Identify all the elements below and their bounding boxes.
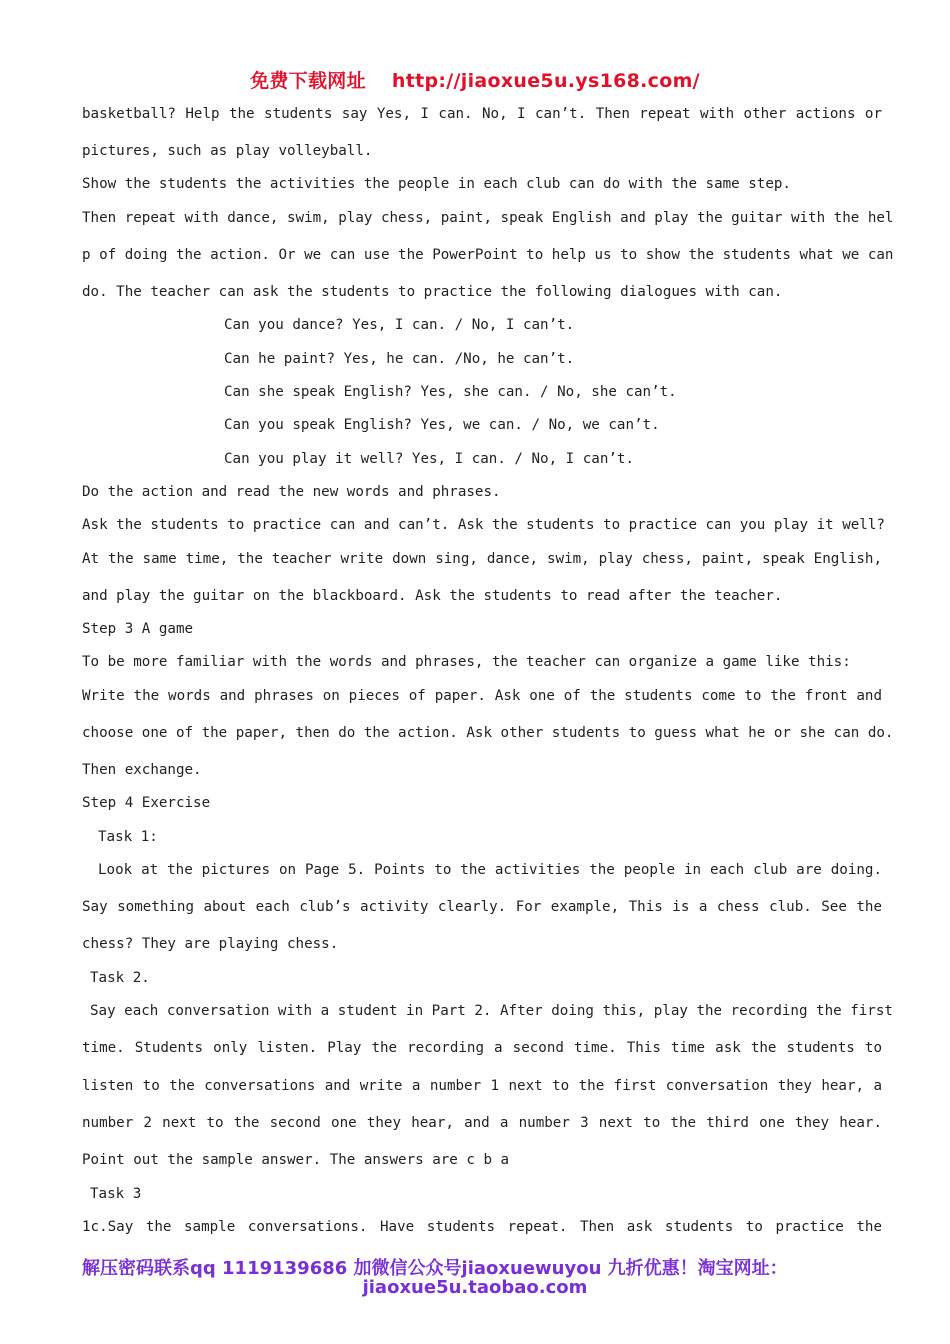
section-heading: Step 4 Exercise <box>82 795 211 811</box>
body-line: Ask the students to practice can and can’t. Ask the students to practice can you play it well? <box>82 517 885 533</box>
header-banner <box>0 66 950 93</box>
body-line: p of doing the action. Or we can use the PowerPoint to help us to show the students what we can <box>82 247 894 263</box>
dialogue-line: Can she speak English? Yes, she can. / No, she can’t. <box>224 384 677 400</box>
header-label: 免费下载网址 <box>250 70 366 92</box>
body-line: basketball? Help the students say Yes, I can. No, I can’t. Then repeat with other actions or <box>82 106 882 122</box>
task-heading: Task 1: <box>98 829 158 845</box>
body-line: chess? They are playing chess. <box>82 936 339 952</box>
dialogue-line: Can you dance? Yes, I can. / No, I can’t. <box>224 317 575 333</box>
body-line: do. The teacher can ask the students to practice the following dialogues with can. <box>82 284 783 300</box>
dialogue-line: Can you speak English? Yes, we can. / No, we can’t. <box>224 417 660 433</box>
body-line: choose one of the paper, then do the action. Ask other students to guess what he or she can do. <box>82 725 894 741</box>
dialogue-line: Can he paint? Yes, he can. /No, he can’t. <box>224 351 575 367</box>
body-line: Point out the sample answer. The answers are c b a <box>82 1152 510 1168</box>
body-line: pictures, such as play volleyball. <box>82 143 373 159</box>
dialogue-line: Can you play it well? Yes, I can. / No, I can’t. <box>224 451 634 467</box>
body-line: time. Students only listen. Play the recording a second time. This time ask the students to <box>82 1040 882 1056</box>
footer-contact: 解压密码联系qq 1119139686 加微信公众号jiaoxuewuyou 九折优惠！淘宝网址： <box>82 1258 788 1279</box>
header-url: http://jiaoxue5u.ys168.com/ <box>391 70 700 92</box>
body-line: listen to the conversations and write a number 1 next to the first conversation they hear, a <box>82 1078 882 1094</box>
body-line: number 2 next to the second one they hear, and a number 3 next to the third one they hear. <box>82 1115 882 1131</box>
body-line: Show the students the activities the people in each club can do with the same step. <box>82 176 791 192</box>
body-line: Write the words and phrases on pieces of paper. Ask one of the students come to the front and <box>82 688 882 704</box>
body-line: At the same time, the teacher write down sing, dance, swim, play chess, paint, speak English, <box>82 551 882 567</box>
body-line: 1c.Say the sample conversations. Have students repeat. Then ask students to practice the <box>82 1219 882 1235</box>
body-line: To be more familiar with the words and phrases, the teacher can organize a game like this: <box>82 654 851 670</box>
body-line: Say each conversation with a student in Part 2. After doing this, play the recording the first <box>90 1003 893 1019</box>
task-heading: Task 3 <box>90 1186 142 1202</box>
body-line: Do the action and read the new words and phrases. <box>82 484 501 500</box>
section-heading: Step 3 A game <box>82 621 194 637</box>
body-line: Say something about each club’s activity clearly. For example, This is a chess club. See the <box>82 899 882 915</box>
task-heading: Task 2. <box>90 970 150 986</box>
footer-shop-url: jiaoxue5u.taobao.com <box>362 1277 588 1298</box>
body-line: Then repeat with dance, swim, play chess, paint, speak English and play the guitar with the hel <box>82 210 894 226</box>
body-line: Then exchange. <box>82 762 202 778</box>
body-line: Look at the pictures on Page 5. Points to the activities the people in each club are doing. <box>98 862 882 878</box>
body-line: and play the guitar on the blackboard. Ask the students to read after the teacher. <box>82 588 783 604</box>
